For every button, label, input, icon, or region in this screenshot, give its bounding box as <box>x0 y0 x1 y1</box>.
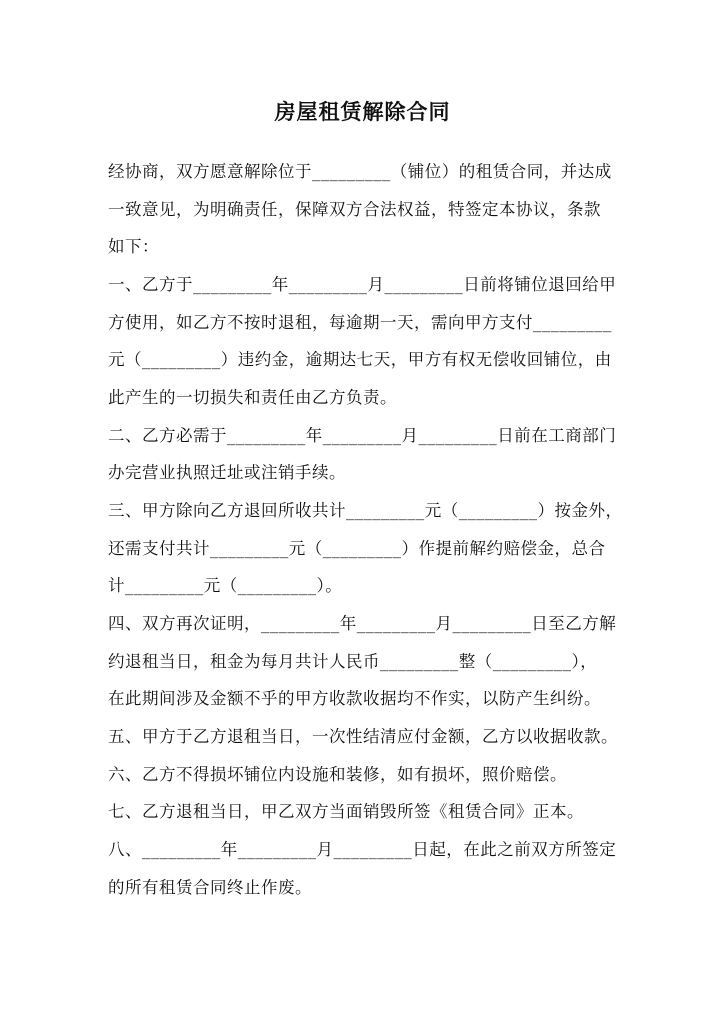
text-line: 的所有租赁合同终止作废。 <box>108 878 312 897</box>
text-line: 计_________元（_________）。 <box>108 576 343 595</box>
text-line: 经协商，双方愿意解除位于_________（铺位）的租赁合同，并达成 <box>108 162 612 181</box>
text-line: 约退租当日，租金为每月共计人民币_________整（_________）， <box>108 652 598 671</box>
text-line: 办完营业执照迁址或注销手续。 <box>108 463 346 482</box>
text-line: 一、乙方于_________年_________月_________日前将铺位退回给甲 <box>108 275 617 294</box>
text-line: 方使用，如乙方不按时退租，每逾期一天，需向甲方支付_________ <box>108 313 612 332</box>
text-line: 在此期间涉及金额不乎的甲方收款收据均不作实，以防产生纠纷。 <box>108 689 601 708</box>
text-line: 一致意见，为明确责任，保障双方合法权益，特签定本协议，条款 <box>108 200 601 219</box>
text-line: 七、乙方退租当日，甲乙双方当面销毁所签《租赁合同》正本。 <box>108 802 584 821</box>
text-line: 四、双方再次证明，_________年_________月_________日至乙方解 <box>108 614 617 633</box>
text-line: 六、乙方不得损坏铺位内设施和装修，如有损坏，照价赔偿。 <box>108 765 567 784</box>
text-line: 八、_________年_________月_________日起，在此之前双方所签定 <box>108 840 617 859</box>
document-title: 房屋租赁解除合同 <box>274 99 451 124</box>
text-line: 五、甲方于乙方退租当日，一次性结清应付金额，乙方以收据收款。 <box>108 727 618 746</box>
text-line: 元（_________）违约金，逾期达七天，甲方有权无偿收回铺位，由 <box>108 350 612 369</box>
text-line: 此产生的一切损失和责任由乙方负责。 <box>108 388 397 407</box>
text-line: 如下： <box>108 237 159 256</box>
text-line: 三、甲方除向乙方退回所收共计_________元（_________）按金外， <box>108 501 623 520</box>
text-line: 还需支付共计_________元（_________）作提前解约赔偿金，总合 <box>108 539 606 558</box>
text-line: 二、乙方必需于_________年_________月_________日前在工商部门 <box>108 426 617 445</box>
